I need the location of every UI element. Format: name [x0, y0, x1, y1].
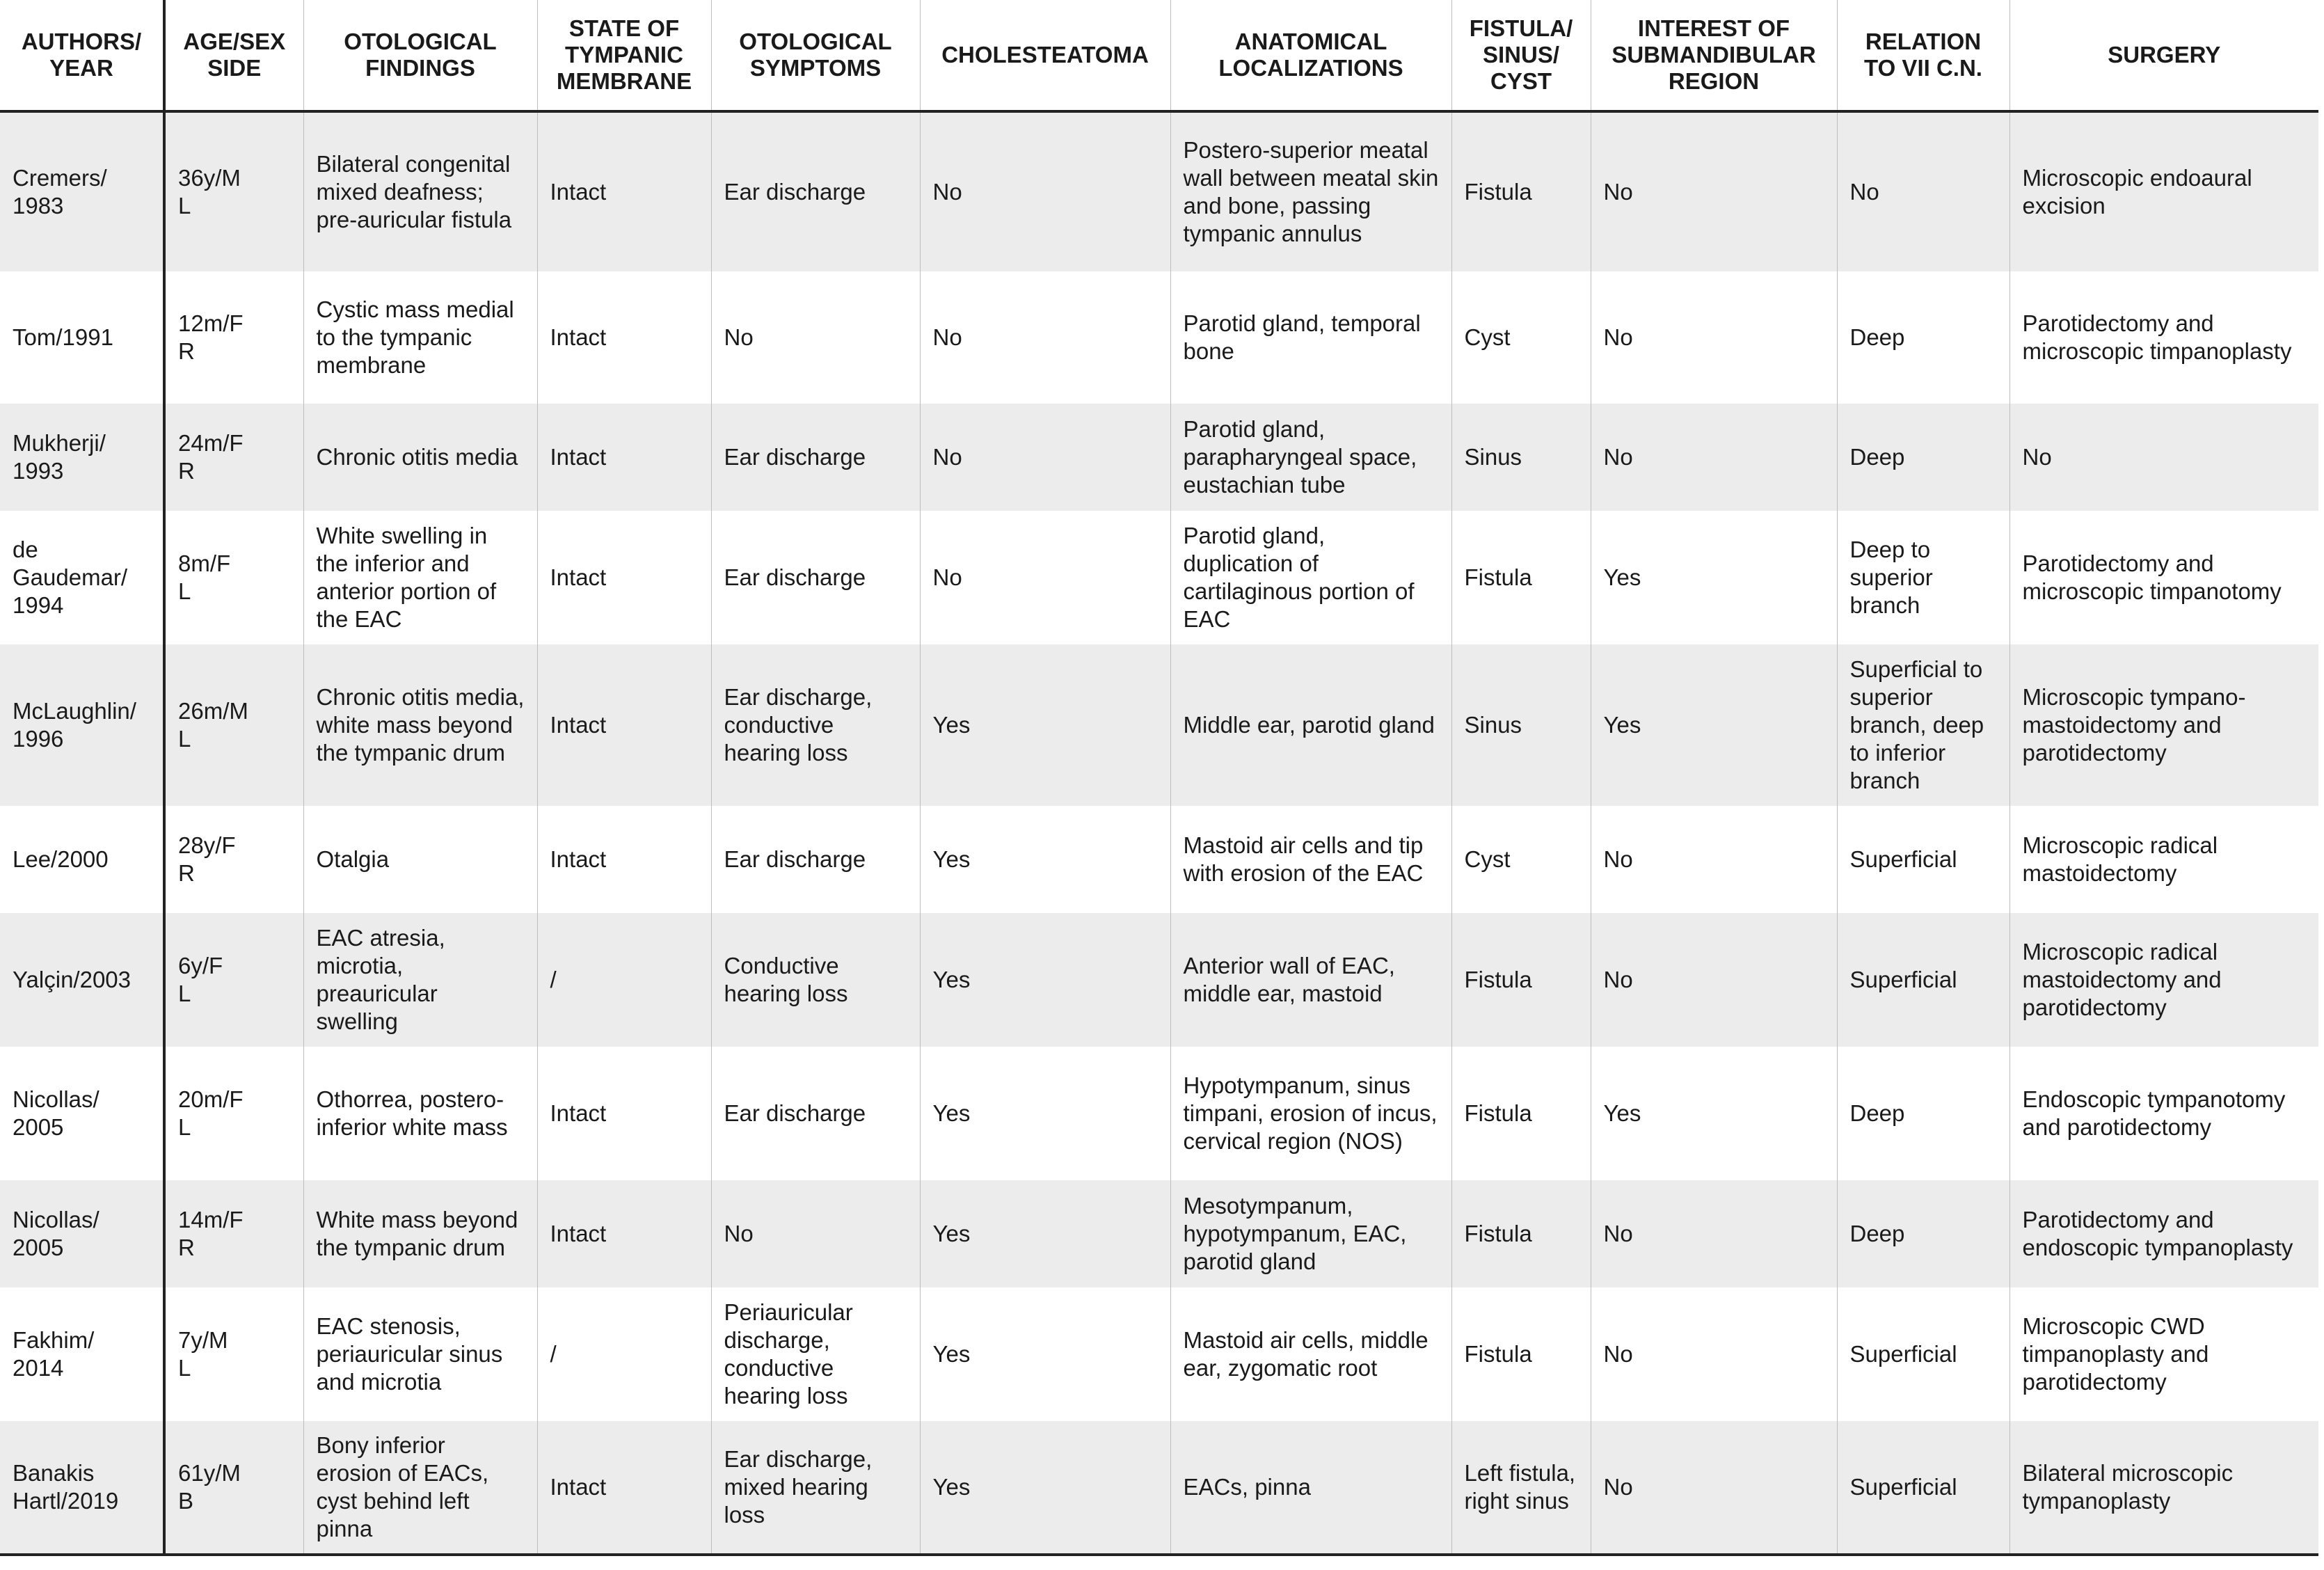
- cell-author-year: Cremers/ 1983: [0, 111, 164, 271]
- header-authors-year: AUTHORS/ YEAR: [0, 0, 164, 111]
- cell-surgery: Endoscopic tympanotomy and parotidectomy: [2009, 1047, 2318, 1180]
- table-row: [0, 404, 2318, 511]
- cell-cholesteatoma: No: [920, 511, 1170, 644]
- table-row: [0, 806, 2318, 913]
- cell-anatomical-localizations: Mesotympanum, hypotympanum, EAC, parotid gland: [1170, 1180, 1451, 1287]
- cell-submandibular-region: No: [1591, 404, 1837, 511]
- cell-anatomical-localizations: Anterior wall of EAC, middle ear, mastoid: [1170, 913, 1451, 1047]
- cell-fistula-sinus-cyst: Fistula: [1451, 1180, 1591, 1287]
- cell-otological-symptoms: Ear discharge: [711, 1047, 920, 1180]
- table-row: [0, 913, 2318, 1047]
- cell-relation-vii-cn: No: [1837, 111, 2009, 271]
- cell-otological-findings: EAC stenosis, periauricular sinus and microtia: [303, 1287, 537, 1421]
- cell-tympanic-membrane: Intact: [537, 111, 711, 271]
- cell-relation-vii-cn: Superficial: [1837, 806, 2009, 913]
- header-relation-vii-cn: RELATION TO VII C.N.: [1837, 0, 2009, 111]
- cell-cholesteatoma: Yes: [920, 1421, 1170, 1555]
- table-row: [0, 644, 2318, 806]
- table-row: [0, 111, 2318, 271]
- cell-surgery: Bilateral microscopic tympanoplasty: [2009, 1421, 2318, 1555]
- cell-anatomical-localizations: Mastoid air cells and tip with erosion of the EAC: [1170, 806, 1451, 913]
- cell-age-sex-side: 61y/M B: [164, 1421, 303, 1555]
- cell-otological-findings: Cystic mass medial to the tympanic membrane: [303, 271, 537, 404]
- cell-cholesteatoma: Yes: [920, 1180, 1170, 1287]
- cell-otological-findings: EAC atresia, microtia, preauricular swelling: [303, 913, 537, 1047]
- cell-relation-vii-cn: Deep: [1837, 1047, 2009, 1180]
- cell-age-sex-side: 14m/F R: [164, 1180, 303, 1287]
- cell-fistula-sinus-cyst: Fistula: [1451, 913, 1591, 1047]
- cell-age-sex-side: 20m/F L: [164, 1047, 303, 1180]
- cell-cholesteatoma: Yes: [920, 1047, 1170, 1180]
- cell-anatomical-localizations: EACs, pinna: [1170, 1421, 1451, 1555]
- cell-cholesteatoma: No: [920, 271, 1170, 404]
- cell-cholesteatoma: No: [920, 404, 1170, 511]
- cell-otological-findings: Otalgia: [303, 806, 537, 913]
- cell-age-sex-side: 12m/F R: [164, 271, 303, 404]
- cell-author-year: Lee/2000: [0, 806, 164, 913]
- cell-submandibular-region: No: [1591, 1287, 1837, 1421]
- cell-otological-findings: White mass beyond the tympanic drum: [303, 1180, 537, 1287]
- cell-tympanic-membrane: Intact: [537, 1421, 711, 1555]
- cell-tympanic-membrane: Intact: [537, 271, 711, 404]
- table-row: [0, 511, 2318, 644]
- cell-otological-findings: Othorrea, postero-inferior white mass: [303, 1047, 537, 1180]
- header-otological-symptoms: OTOLOGICAL SYMPTOMS: [711, 0, 920, 111]
- table-row: [0, 1287, 2318, 1421]
- cell-anatomical-localizations: Hypotympanum, sinus timpani, erosion of incus, cervical region (NOS): [1170, 1047, 1451, 1180]
- header-cholesteatoma: CHOLESTEATOMA: [920, 0, 1170, 111]
- cell-anatomical-localizations: Parotid gland, temporal bone: [1170, 271, 1451, 404]
- cell-age-sex-side: 8m/F L: [164, 511, 303, 644]
- cell-submandibular-region: No: [1591, 1180, 1837, 1287]
- cell-fistula-sinus-cyst: Fistula: [1451, 1287, 1591, 1421]
- cell-author-year: McLaughlin/ 1996: [0, 644, 164, 806]
- table-row: [0, 1047, 2318, 1180]
- cell-author-year: Nicollas/ 2005: [0, 1180, 164, 1287]
- cell-cholesteatoma: No: [920, 111, 1170, 271]
- cell-surgery: Parotidectomy and microscopic timpanotomy: [2009, 511, 2318, 644]
- cell-otological-symptoms: Ear discharge: [711, 111, 920, 271]
- cell-submandibular-region: Yes: [1591, 1047, 1837, 1180]
- cell-tympanic-membrane: Intact: [537, 1180, 711, 1287]
- cell-relation-vii-cn: Superficial: [1837, 1421, 2009, 1555]
- cell-surgery: Microscopic tympano-mastoidectomy and parotidectomy: [2009, 644, 2318, 806]
- cell-anatomical-localizations: Postero-superior meatal wall between meatal skin and bone, passing tympanic annulus: [1170, 111, 1451, 271]
- cell-otological-symptoms: Ear discharge: [711, 806, 920, 913]
- cell-submandibular-region: Yes: [1591, 511, 1837, 644]
- cell-relation-vii-cn: Deep: [1837, 404, 2009, 511]
- cell-otological-symptoms: Ear discharge: [711, 404, 920, 511]
- cell-otological-findings: Chronic otitis media: [303, 404, 537, 511]
- cell-otological-symptoms: No: [711, 1180, 920, 1287]
- cell-relation-vii-cn: Deep to superior branch: [1837, 511, 2009, 644]
- cell-submandibular-region: No: [1591, 913, 1837, 1047]
- cell-tympanic-membrane: Intact: [537, 511, 711, 644]
- cell-anatomical-localizations: Middle ear, parotid gland: [1170, 644, 1451, 806]
- cell-surgery: Parotidectomy and endoscopic tympanoplasty: [2009, 1180, 2318, 1287]
- cell-surgery: Microscopic CWD timpanoplasty and parotidectomy: [2009, 1287, 2318, 1421]
- cell-age-sex-side: 28y/F R: [164, 806, 303, 913]
- cell-surgery: Parotidectomy and microscopic timpanoplasty: [2009, 271, 2318, 404]
- cell-fistula-sinus-cyst: Fistula: [1451, 511, 1591, 644]
- cell-relation-vii-cn: Deep: [1837, 1180, 2009, 1287]
- cell-tympanic-membrane: /: [537, 1287, 711, 1421]
- cell-cholesteatoma: Yes: [920, 806, 1170, 913]
- cell-fistula-sinus-cyst: Cyst: [1451, 271, 1591, 404]
- cell-submandibular-region: No: [1591, 806, 1837, 913]
- cell-fistula-sinus-cyst: Cyst: [1451, 806, 1591, 913]
- cell-cholesteatoma: Yes: [920, 913, 1170, 1047]
- table-row: [0, 1180, 2318, 1287]
- cell-otological-symptoms: Ear discharge: [711, 511, 920, 644]
- cell-author-year: Tom/1991: [0, 271, 164, 404]
- cell-submandibular-region: No: [1591, 1421, 1837, 1555]
- cell-author-year: Fakhim/ 2014: [0, 1287, 164, 1421]
- cell-cholesteatoma: Yes: [920, 644, 1170, 806]
- cell-tympanic-membrane: Intact: [537, 644, 711, 806]
- cell-age-sex-side: 26m/M L: [164, 644, 303, 806]
- cell-relation-vii-cn: Deep: [1837, 271, 2009, 404]
- cell-otological-symptoms: Periauricular discharge, conductive hearing loss: [711, 1287, 920, 1421]
- cell-fistula-sinus-cyst: Left fistula, right sinus: [1451, 1421, 1591, 1555]
- cell-otological-findings: Bilateral congenital mixed deafness; pre-auricular fistula: [303, 111, 537, 271]
- cell-anatomical-localizations: Mastoid air cells, middle ear, zygomatic root: [1170, 1287, 1451, 1421]
- cell-relation-vii-cn: Superficial to superior branch, deep to inferior branch: [1837, 644, 2009, 806]
- table-row: [0, 1421, 2318, 1555]
- cell-otological-symptoms: No: [711, 271, 920, 404]
- cell-tympanic-membrane: Intact: [537, 806, 711, 913]
- cell-author-year: Mukherji/ 1993: [0, 404, 164, 511]
- header-row: [0, 0, 2318, 111]
- cell-surgery: Microscopic endoaural excision: [2009, 111, 2318, 271]
- cell-submandibular-region: No: [1591, 111, 1837, 271]
- header-age-sex-side: AGE/SEX SIDE: [164, 0, 303, 111]
- header-tympanic-membrane: STATE OF TYMPANIC MEMBRANE: [537, 0, 711, 111]
- cell-tympanic-membrane: Intact: [537, 1047, 711, 1180]
- table-row: [0, 271, 2318, 404]
- cell-relation-vii-cn: Superficial: [1837, 1287, 2009, 1421]
- cell-cholesteatoma: Yes: [920, 1287, 1170, 1421]
- cell-author-year: Yalçin/2003: [0, 913, 164, 1047]
- cell-surgery: No: [2009, 404, 2318, 511]
- cell-author-year: Banakis Hartl/2019: [0, 1421, 164, 1555]
- header-submandibular-region: INTEREST OF SUBMANDIBULAR REGION: [1591, 0, 1837, 111]
- cell-fistula-sinus-cyst: Sinus: [1451, 404, 1591, 511]
- cell-fistula-sinus-cyst: Fistula: [1451, 1047, 1591, 1180]
- cell-submandibular-region: Yes: [1591, 644, 1837, 806]
- cell-tympanic-membrane: /: [537, 913, 711, 1047]
- header-anatomical-localizations: ANATOMICAL LOCALIZATIONS: [1170, 0, 1451, 111]
- cell-submandibular-region: No: [1591, 271, 1837, 404]
- cell-otological-symptoms: Ear discharge, mixed hearing loss: [711, 1421, 920, 1555]
- cell-author-year: Nicollas/ 2005: [0, 1047, 164, 1180]
- cell-otological-findings: White swelling in the inferior and anterior portion of the EAC: [303, 511, 537, 644]
- header-otological-findings: OTOLOGICAL FINDINGS: [303, 0, 537, 111]
- cell-age-sex-side: 36y/M L: [164, 111, 303, 271]
- cell-age-sex-side: 7y/M L: [164, 1287, 303, 1421]
- cell-surgery: Microscopic radical mastoidectomy: [2009, 806, 2318, 913]
- cell-surgery: Microscopic radical mastoidectomy and parotidectomy: [2009, 913, 2318, 1047]
- cell-relation-vii-cn: Superficial: [1837, 913, 2009, 1047]
- cell-anatomical-localizations: Parotid gland, parapharyngeal space, eustachian tube: [1170, 404, 1451, 511]
- cell-fistula-sinus-cyst: Fistula: [1451, 111, 1591, 271]
- cell-age-sex-side: 24m/F R: [164, 404, 303, 511]
- cell-otological-symptoms: Ear discharge, conductive hearing loss: [711, 644, 920, 806]
- cell-fistula-sinus-cyst: Sinus: [1451, 644, 1591, 806]
- cell-otological-findings: Chronic otitis media, white mass beyond the tympanic drum: [303, 644, 537, 806]
- cell-otological-symptoms: Conductive hearing loss: [711, 913, 920, 1047]
- cell-age-sex-side: 6y/F L: [164, 913, 303, 1047]
- cell-otological-findings: Bony inferior erosion of EACs, cyst behind left pinna: [303, 1421, 537, 1555]
- header-surgery: SURGERY: [2009, 0, 2318, 111]
- cell-anatomical-localizations: Parotid gland, duplication of cartilaginous portion of EAC: [1170, 511, 1451, 644]
- cell-tympanic-membrane: Intact: [537, 404, 711, 511]
- cell-author-year: de Gaudemar/ 1994: [0, 511, 164, 644]
- header-fistula-sinus-cyst: FISTULA/ SINUS/ CYST: [1451, 0, 1591, 111]
